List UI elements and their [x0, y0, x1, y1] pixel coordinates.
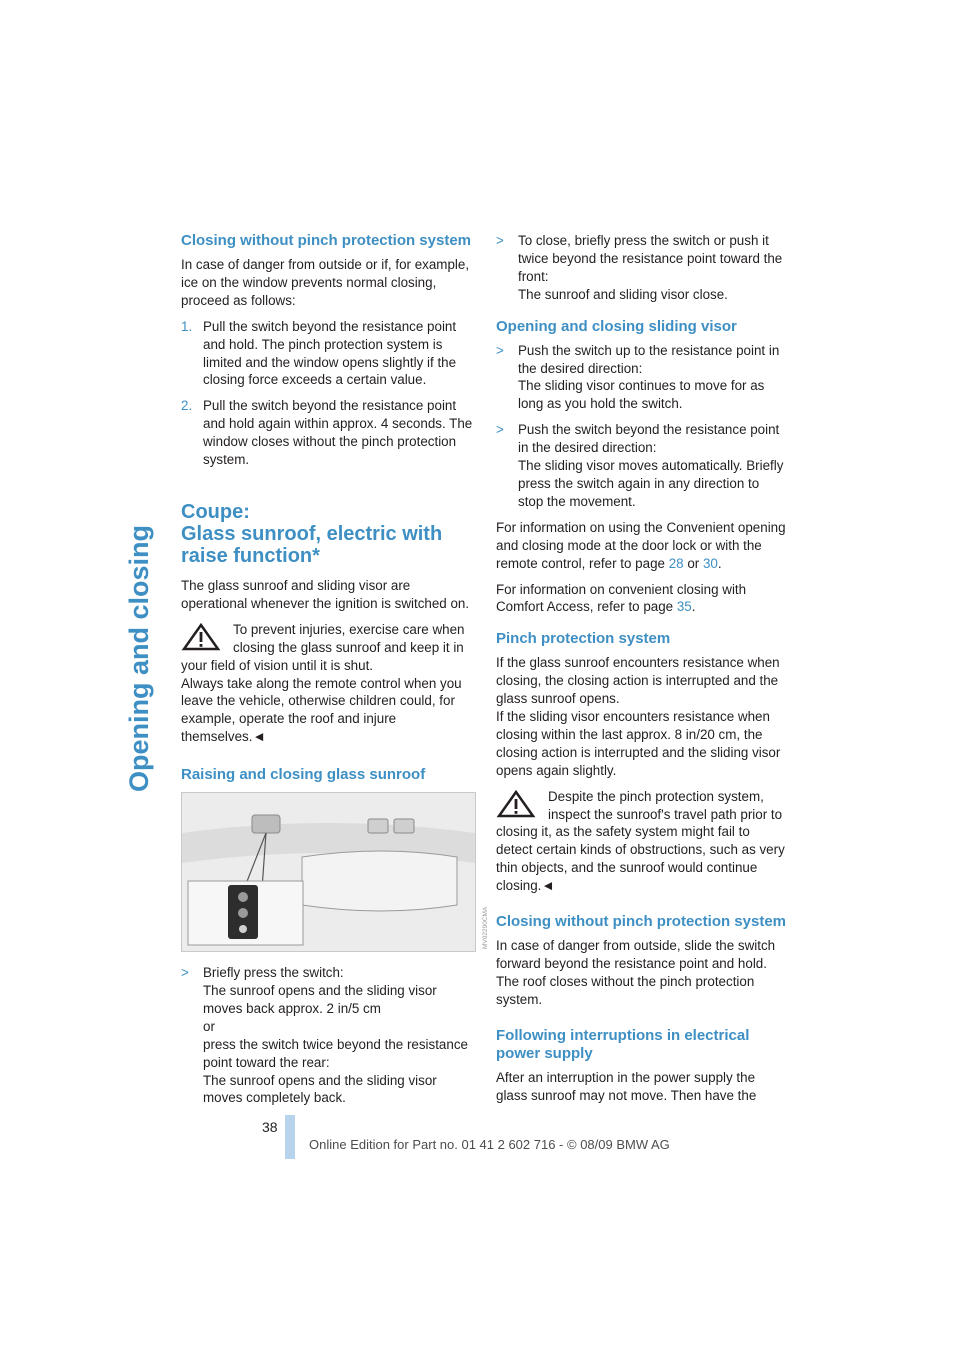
bullet-marker: >: [181, 965, 189, 981]
sunroof-switch-figure: [181, 792, 489, 952]
step-2-text: Pull the switch beyond the resistance point and hold again within approx. 4 seconds. The window closes without the pinch protection system.: [203, 398, 473, 468]
step-1-text: Pull the switch beyond the resistance point and hold. The pinch protection system is limited and the window opens slightly if the closing force exceeds a certain value.: [203, 318, 457, 388]
visor1-line-2: The sliding visor continues to move for as long as you hold the switch.: [518, 378, 765, 412]
heading-coupe-line1: Coupe:: [181, 500, 250, 523]
convenient-period: .: [717, 555, 722, 571]
footer-edition: Online Edition for Part no. 01 41 2 602 716 - © 08/09 BMW AG: [309, 1137, 670, 1152]
convenient-text: For information on using the Convenient opening and closing mode at the door lock or with the remote control, refer to page: [496, 519, 786, 571]
page-link-30[interactable]: 30: [702, 555, 718, 571]
heading-raising-closing: Raising and closing glass sunroof: [181, 766, 426, 784]
visor2-line-1: Push the switch beyond the resistance point in the desired direction:: [518, 422, 780, 456]
convenient-or: or: [683, 555, 703, 571]
warning-triangle-icon: [496, 790, 536, 818]
brief-line-3: or: [203, 1018, 215, 1034]
paragraph-danger: In case of danger from outside or if, for example, ice on the window prevents normal closing, proceed as follows:: [181, 257, 470, 308]
paragraph-close-no-pinch: In case of danger from outside, slide the switch forward beyond the resistance point and hold. The roof closes without the pinch protection system.: [496, 938, 776, 1007]
brief-line-4: press the switch twice beyond the resistance point toward the rear:: [203, 1036, 468, 1070]
heading-closing-without-pinch: Closing without pinch protection system: [181, 232, 472, 249]
side-chapter-title-text: Opening and closing: [124, 524, 154, 792]
heading-coupe: [181, 501, 473, 567]
page-number: 38: [262, 1119, 278, 1135]
paragraph-operational: The glass sunroof and sliding visor are operational whenever the ignition is switched on.: [181, 577, 470, 611]
warning-injuries: [181, 621, 473, 746]
right-column: [496, 232, 788, 1113]
warning-despite: [496, 788, 788, 895]
bullet-visor-1: [496, 342, 788, 414]
bullet-brief-press: [181, 964, 473, 1107]
bullet-marker: >: [496, 342, 504, 358]
side-chapter-title: [118, 232, 158, 792]
heading-interruptions: Following interruptions in electrical power supply: [496, 1026, 750, 1062]
step-2: [181, 397, 473, 469]
step-1: [181, 318, 473, 390]
visor1-line-1: Push the switch up to the resistance point in the desired direction:: [518, 342, 780, 376]
left-column: [181, 232, 489, 1115]
footer-accent-bar: [285, 1115, 295, 1159]
visor2-line-2: The sliding visor moves automatically. Briefly press the switch again in any direction to stop the movement.: [518, 458, 784, 509]
warning-despite-text: Despite the pinch protection system, inspect the sunroof's travel path prior to closing it, as the safety system might fail to detect certain kinds of obstructions, such as very thin objects, and the sunroof would continue closing.◄: [496, 788, 785, 894]
bullet-visor-2: [496, 421, 788, 511]
bullet-marker: >: [496, 233, 504, 248]
pinch-text-1: If the glass sunroof encounters resistance when closing, the closing action is interrupted and the glass sunroof opens.: [496, 655, 780, 707]
brief-line-2: The sunroof opens and the sliding visor moves back approx. 2 in/5 cm: [203, 983, 437, 1016]
overhead-console-illustration: [182, 793, 475, 951]
step-2-number: 2.: [181, 398, 193, 414]
page-link-28[interactable]: 28: [668, 555, 684, 571]
warning-remote-text: Always take along the remote control when you leave the vehicle, otherwise children could, for example, operate the roof and injure themselves.◄: [181, 675, 462, 745]
heading-sliding-visor: Opening and closing sliding visor: [496, 317, 737, 335]
heading-pinch-protection: Pinch protection system: [496, 630, 671, 648]
brief-line-1: Briefly press the switch:: [203, 965, 344, 981]
heading-coupe-line2: Glass sunroof, electric with raise function*: [181, 522, 443, 567]
pinch-text-2: If the sliding visor encounters resistance when closing within the last approx. 8 in/20 cm, the closing action is interrupted and the sliding visor opens again slightly.: [496, 709, 781, 778]
page-link-35[interactable]: 35: [676, 599, 692, 615]
figure-code: [477, 885, 491, 949]
bullet-close: [496, 232, 788, 304]
bullet-marker: >: [496, 422, 504, 438]
paragraph-convenient: [496, 519, 788, 573]
figure-code-text: MV02290CMA: [482, 906, 489, 950]
warning-triangle-icon: [181, 623, 221, 651]
warning-injuries-text: To prevent injuries, exercise care when closing the glass sunroof and keep it in your field of vision until it is shut.: [181, 621, 465, 673]
heading-closing-without-pinch-2: Closing without pinch protection system: [496, 913, 787, 931]
paragraph-comfort-access: [496, 581, 788, 617]
close-line-2: The sunroof and sliding visor close.: [518, 286, 728, 302]
brief-line-5: The sunroof opens and the sliding visor moves completely back.: [203, 1072, 437, 1106]
comfort-text: For information on convenient closing with Comfort Access, refer to page: [496, 581, 747, 615]
paragraph-pinch: [496, 654, 788, 779]
close-line-1: To close, briefly press the switch or push it twice beyond the resistance point toward the front:: [518, 233, 783, 284]
comfort-period: .: [691, 599, 696, 615]
step-1-number: 1.: [181, 318, 193, 334]
paragraph-interruptions: After an interruption in the power supply the glass sunroof may not move. Then have the: [496, 1069, 757, 1103]
